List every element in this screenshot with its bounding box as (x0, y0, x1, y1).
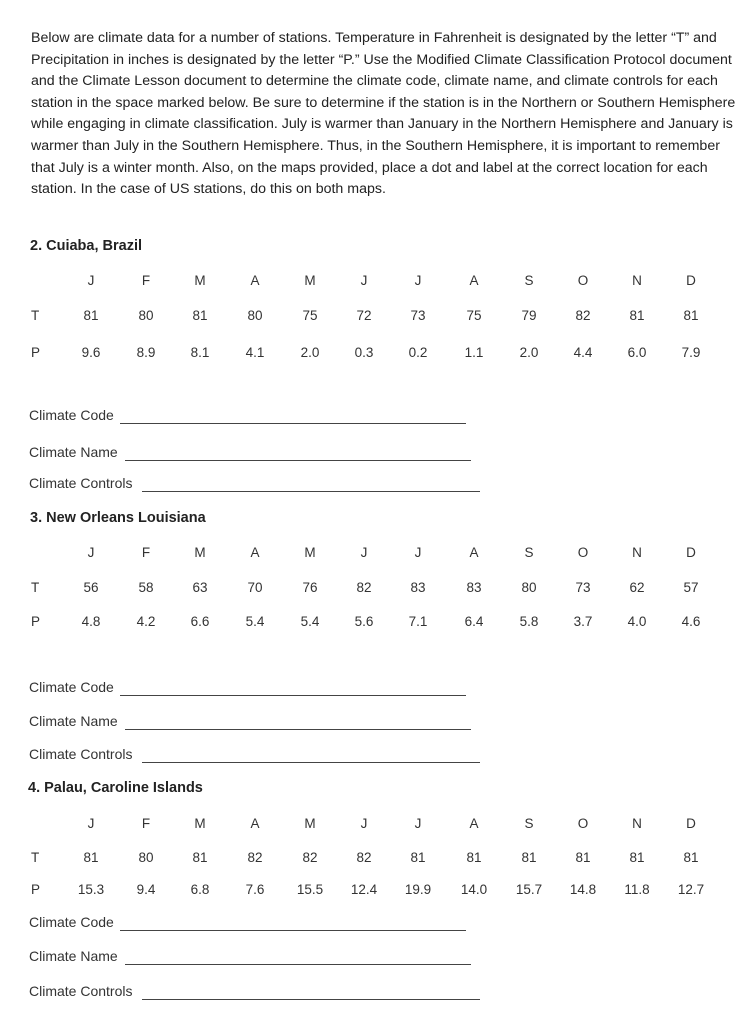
climate-name-label: Climate Name (29, 948, 118, 964)
climate-name-label: Climate Name (29, 444, 118, 460)
temperature-row-label: T (31, 308, 40, 323)
climate-code-label: Climate Code (29, 914, 114, 930)
temperature-value: 76 (302, 580, 318, 595)
month-header: J (414, 816, 422, 831)
month-header: M (194, 816, 206, 831)
climate-controls-blank[interactable] (142, 762, 480, 763)
precipitation-value: 14.8 (569, 882, 597, 897)
precipitation-value: 7.1 (408, 614, 428, 629)
precipitation-value: 4.4 (573, 345, 593, 360)
climate-controls-label: Climate Controls (29, 983, 133, 999)
station-title: 2. Cuiaba, Brazil (30, 238, 143, 254)
temperature-value: 81 (629, 308, 645, 323)
month-header: J (360, 816, 368, 831)
precipitation-value: 5.4 (300, 614, 320, 629)
month-header: A (469, 816, 479, 831)
temperature-row-label: T (31, 580, 40, 595)
month-header: J (360, 273, 368, 288)
month-header: J (360, 545, 368, 560)
temperature-value: 80 (521, 580, 537, 595)
precipitation-value: 5.8 (519, 614, 539, 629)
temperature-value: 83 (410, 580, 426, 595)
precipitation-value: 6.0 (627, 345, 647, 360)
month-header: F (141, 273, 151, 288)
month-header: J (87, 545, 95, 560)
temperature-value: 82 (356, 850, 372, 865)
month-header: O (577, 545, 589, 560)
month-header: O (577, 273, 589, 288)
temperature-value: 81 (629, 850, 645, 865)
month-header: D (686, 273, 696, 288)
month-header: J (87, 816, 95, 831)
climate-controls-blank[interactable] (142, 491, 480, 492)
precipitation-value: 12.4 (350, 882, 378, 897)
climate-code-label: Climate Code (29, 679, 114, 695)
precipitation-value: 15.7 (515, 882, 543, 897)
month-header: S (524, 273, 534, 288)
precipitation-row-label: P (31, 345, 41, 360)
temperature-value: 56 (83, 580, 99, 595)
temperature-value: 82 (247, 850, 263, 865)
temperature-value: 82 (575, 308, 591, 323)
precipitation-value: 15.5 (296, 882, 324, 897)
temperature-value: 57 (683, 580, 699, 595)
month-header: O (577, 816, 589, 831)
precipitation-row-label: P (31, 882, 41, 897)
month-header: M (194, 545, 206, 560)
climate-code-blank[interactable] (120, 695, 466, 696)
climate-name-blank[interactable] (125, 964, 471, 965)
month-header: N (632, 545, 642, 560)
month-header: A (250, 816, 260, 831)
precipitation-value: 4.0 (627, 614, 647, 629)
precipitation-value: 4.6 (681, 614, 701, 629)
precipitation-value: 7.6 (245, 882, 265, 897)
temperature-value: 73 (575, 580, 591, 595)
precipitation-row-label: P (31, 614, 41, 629)
climate-controls-label: Climate Controls (29, 475, 133, 491)
month-header: A (250, 273, 260, 288)
temperature-value: 81 (410, 850, 426, 865)
temperature-value: 81 (683, 850, 699, 865)
precipitation-value: 15.3 (77, 882, 105, 897)
temperature-value: 79 (521, 308, 537, 323)
climate-controls-label: Climate Controls (29, 746, 133, 762)
precipitation-value: 11.8 (624, 882, 650, 897)
temperature-value: 81 (575, 850, 591, 865)
precipitation-value: 6.8 (190, 882, 210, 897)
climate-code-blank[interactable] (120, 930, 466, 931)
temperature-value: 81 (192, 308, 208, 323)
temperature-value: 81 (83, 308, 99, 323)
month-header: F (141, 545, 151, 560)
precipitation-value: 4.2 (136, 614, 156, 629)
month-header: M (304, 545, 316, 560)
temperature-value: 81 (521, 850, 537, 865)
climate-code-blank[interactable] (120, 423, 466, 424)
temperature-value: 80 (138, 308, 154, 323)
precipitation-value: 19.9 (404, 882, 432, 897)
month-header: J (87, 273, 95, 288)
temperature-value: 81 (83, 850, 99, 865)
month-header: A (469, 273, 479, 288)
temperature-value: 80 (247, 308, 263, 323)
temperature-value: 62 (629, 580, 645, 595)
temperature-value: 63 (192, 580, 208, 595)
month-header: S (524, 545, 534, 560)
climate-name-blank[interactable] (125, 729, 471, 730)
climate-controls-blank[interactable] (142, 999, 480, 1000)
precipitation-value: 2.0 (300, 345, 320, 360)
precipitation-value: 7.9 (681, 345, 701, 360)
precipitation-value: 9.6 (81, 345, 101, 360)
temperature-value: 58 (138, 580, 154, 595)
temperature-row-label: T (31, 850, 40, 865)
precipitation-value: 6.6 (190, 614, 210, 629)
temperature-value: 70 (247, 580, 263, 595)
temperature-value: 75 (302, 308, 318, 323)
precipitation-value: 8.1 (190, 345, 210, 360)
precipitation-value: 14.0 (460, 882, 488, 897)
climate-code-label: Climate Code (29, 407, 114, 423)
precipitation-value: 0.2 (408, 345, 428, 360)
precipitation-value: 2.0 (519, 345, 539, 360)
precipitation-value: 5.4 (245, 614, 265, 629)
climate-name-label: Climate Name (29, 713, 118, 729)
temperature-value: 75 (466, 308, 482, 323)
temperature-value: 81 (466, 850, 482, 865)
month-header: M (304, 816, 316, 831)
temperature-value: 72 (356, 308, 372, 323)
temperature-value: 81 (192, 850, 208, 865)
temperature-value: 83 (466, 580, 482, 595)
precipitation-value: 4.1 (245, 345, 265, 360)
temperature-value: 82 (356, 580, 372, 595)
station-title: 4. Palau, Caroline Islands (28, 780, 203, 796)
month-header: M (304, 273, 316, 288)
instructions-paragraph: Below are climate data for a number of stations. Temperature in Fahrenheit is designated by the letter “T” and Precipitation in inches is designated by the letter “P.” Use the Modified Climate Classification Protocol document and the Climate Lesson document to determine the climate code, climate name, and climate controls for each station in the space marked below. Be sure to determine if the station is in the Northern or Southern Hemisphere while engaging in climate classification. July is warmer than January in the Northern Hemisphere and January is warmer than July in the Southern Hemisphere. Thus, in the Southern Hemisphere, it is important to remember that July is a winter month. Also, on the maps provided, place a dot and label at the correct location for each station. In the case of US stations, do this on both maps. (31, 30, 736, 198)
month-header: D (686, 545, 696, 560)
precipitation-value: 5.6 (354, 614, 374, 629)
precipitation-value: 1.1 (464, 345, 484, 360)
month-header: J (414, 545, 422, 560)
precipitation-value: 0.3 (354, 345, 374, 360)
month-header: N (632, 273, 642, 288)
station-title: 3. New Orleans Louisiana (30, 510, 206, 526)
month-header: N (632, 816, 642, 831)
precipitation-value: 3.7 (573, 614, 593, 629)
temperature-value: 82 (302, 850, 318, 865)
month-header: J (414, 273, 422, 288)
climate-name-blank[interactable] (125, 460, 471, 461)
month-header: D (686, 816, 696, 831)
precipitation-value: 9.4 (136, 882, 156, 897)
precipitation-value: 8.9 (136, 345, 156, 360)
month-header: A (250, 545, 260, 560)
temperature-value: 81 (683, 308, 699, 323)
temperature-value: 80 (138, 850, 154, 865)
month-header: M (194, 273, 206, 288)
temperature-value: 73 (410, 308, 426, 323)
precipitation-value: 4.8 (81, 614, 101, 629)
month-header: A (469, 545, 479, 560)
precipitation-value: 6.4 (464, 614, 484, 629)
month-header: S (524, 816, 534, 831)
month-header: F (141, 816, 151, 831)
precipitation-value: 12.7 (677, 882, 705, 897)
